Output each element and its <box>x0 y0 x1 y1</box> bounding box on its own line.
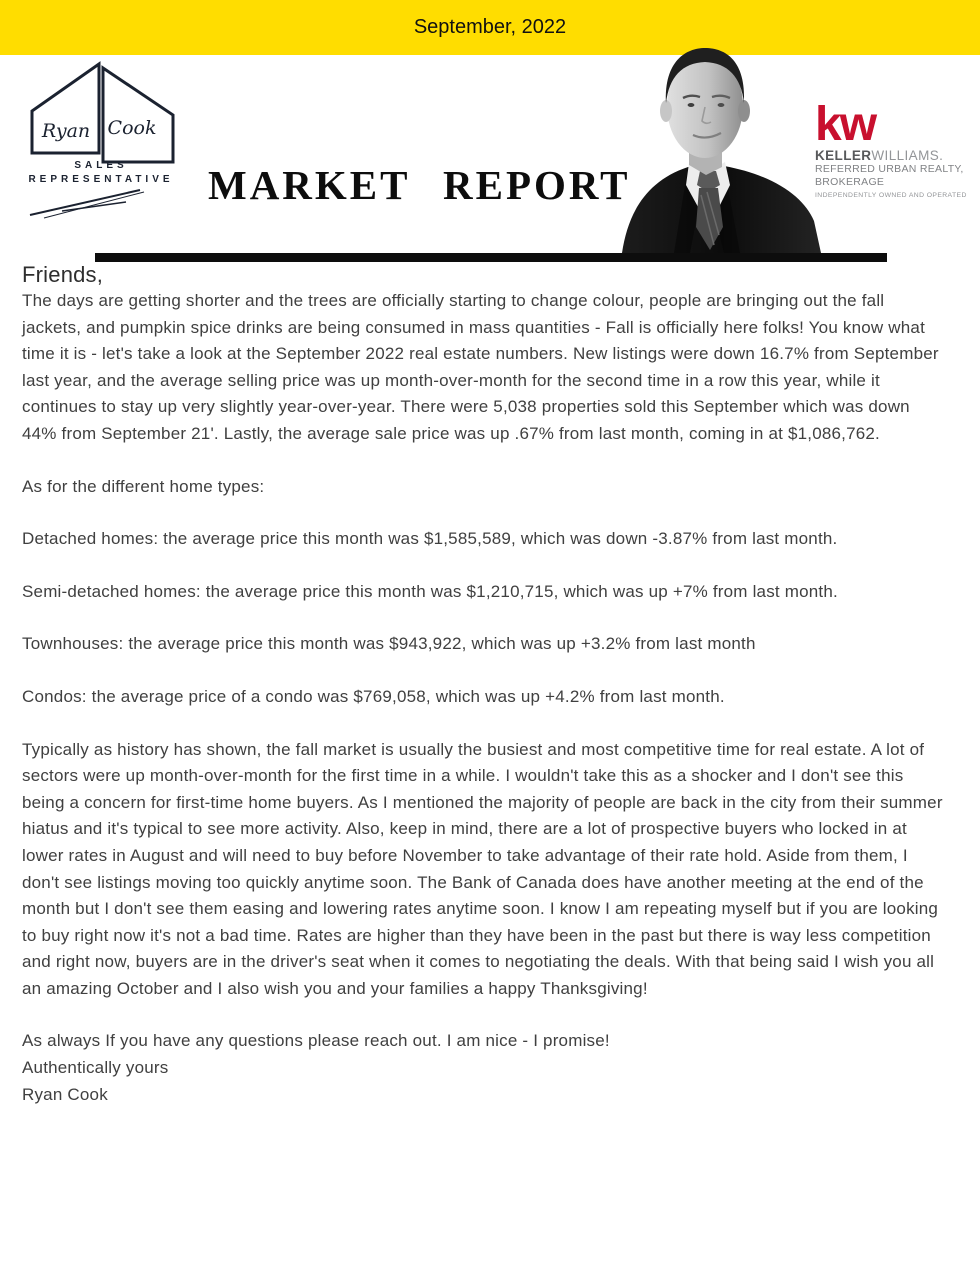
logo-role-line2: REPRESENTATIVE <box>28 174 174 185</box>
header-divider-bar <box>95 253 887 262</box>
kw-sub-line1: REFERRED URBAN REALTY, <box>815 163 964 175</box>
paragraph-semi-detached: Semi-detached homes: the average price this month was $1,210,715, which was up +7% from last month. <box>22 581 838 601</box>
header <box>0 55 980 253</box>
paragraph-market-summary: The days are getting shorter and the trees are officially starting to change colour, people are bringing out the fall jackets, and pumpkin spice drinks are being consumed in mass quantities - Fall is officially here folks! You know what time it is - let's take a look at the September 2022 real estate numbers. New listings were down 16.7% from September last year, and the average selling price was up month-over-month for the second time in a row this year, while it continues to stay up very slightly year-over-year. There were 5,038 properties sold this September which was down 44% from September 21'. Lastly, the average sale price was up .67% from last month, coming in at $1,086,762. <box>22 291 939 443</box>
kw-fine-print: INDEPENDENTLY OWNED AND OPERATED <box>815 192 967 199</box>
portrait-photo <box>578 45 843 253</box>
paragraph-reach-out: As always If you have any questions please reach out. I am nice - I promise! <box>22 1031 610 1051</box>
paragraph-home-types-intro: As for the different home types: <box>22 476 265 496</box>
letter-body <box>22 262 945 1108</box>
paragraph-condos: Condos: the average price of a condo was $769,058, which was up +4.2% from last month. <box>22 686 725 706</box>
agent-logo <box>22 60 182 235</box>
kw-name-light: WILLIAMS. <box>871 148 944 163</box>
portrait-man-icon <box>578 45 843 253</box>
page-title: MARKET REPORT <box>208 162 631 208</box>
logo-last-name: Cook <box>107 117 157 139</box>
signature-flourish-icon <box>30 190 144 218</box>
house-outline-icon <box>22 60 182 235</box>
logo-role-line1: SALES <box>74 160 128 171</box>
paragraph-detached: Detached homes: the average price this month was $1,585,589, which was down -3.87% from last month. <box>22 529 838 549</box>
letter-greeting: Friends, <box>22 262 104 287</box>
logo-first-name: Ryan <box>41 120 91 142</box>
signoff-closing: Authentically yours <box>22 1058 169 1078</box>
paragraph-townhouses: Townhouses: the average price this month was $943,922, which was up +3.2% from last month <box>22 634 756 654</box>
signoff-name: Ryan Cook <box>22 1084 108 1104</box>
kw-monogram: kw <box>815 98 876 151</box>
banner-date-label: September, 2022 <box>413 16 567 38</box>
kw-name-bold: KELLER <box>815 148 872 163</box>
kw-sub-line2: BROKERAGE <box>815 176 885 188</box>
paragraph-outlook: Typically as history has shown, the fall market is usually the busiest and most competitive time for real estate. A lot of sectors were up month-over-month for the first time in a while. I wouldn't take this as a shocker and I don't see this being a concern for first-time home buyers. As I mentioned the majority of people are back in the city from their summer hiatus and it's typical to see more activity. Also, keep in mind, there are a lot of prospective buyers who locked in at lower rates in August and will need to buy before November to take advantage of their rate hold. Aside from them, I don't see listings moving too quickly anytime soon. The Bank of Canada does have another meeting at the end of the month but I don't see them easing and lowering rates anytime soon. I know I am repeating myself but if you are looking to buy right now it's not a bad time. Rates are higher than they have been in the past but there is way less competition and right now, buyers are in the driver's seat when it comes to negotiating the deals. With that being said I wish you all an amazing October and I also wish you and your families a happy Thanksgiving! <box>22 739 943 998</box>
